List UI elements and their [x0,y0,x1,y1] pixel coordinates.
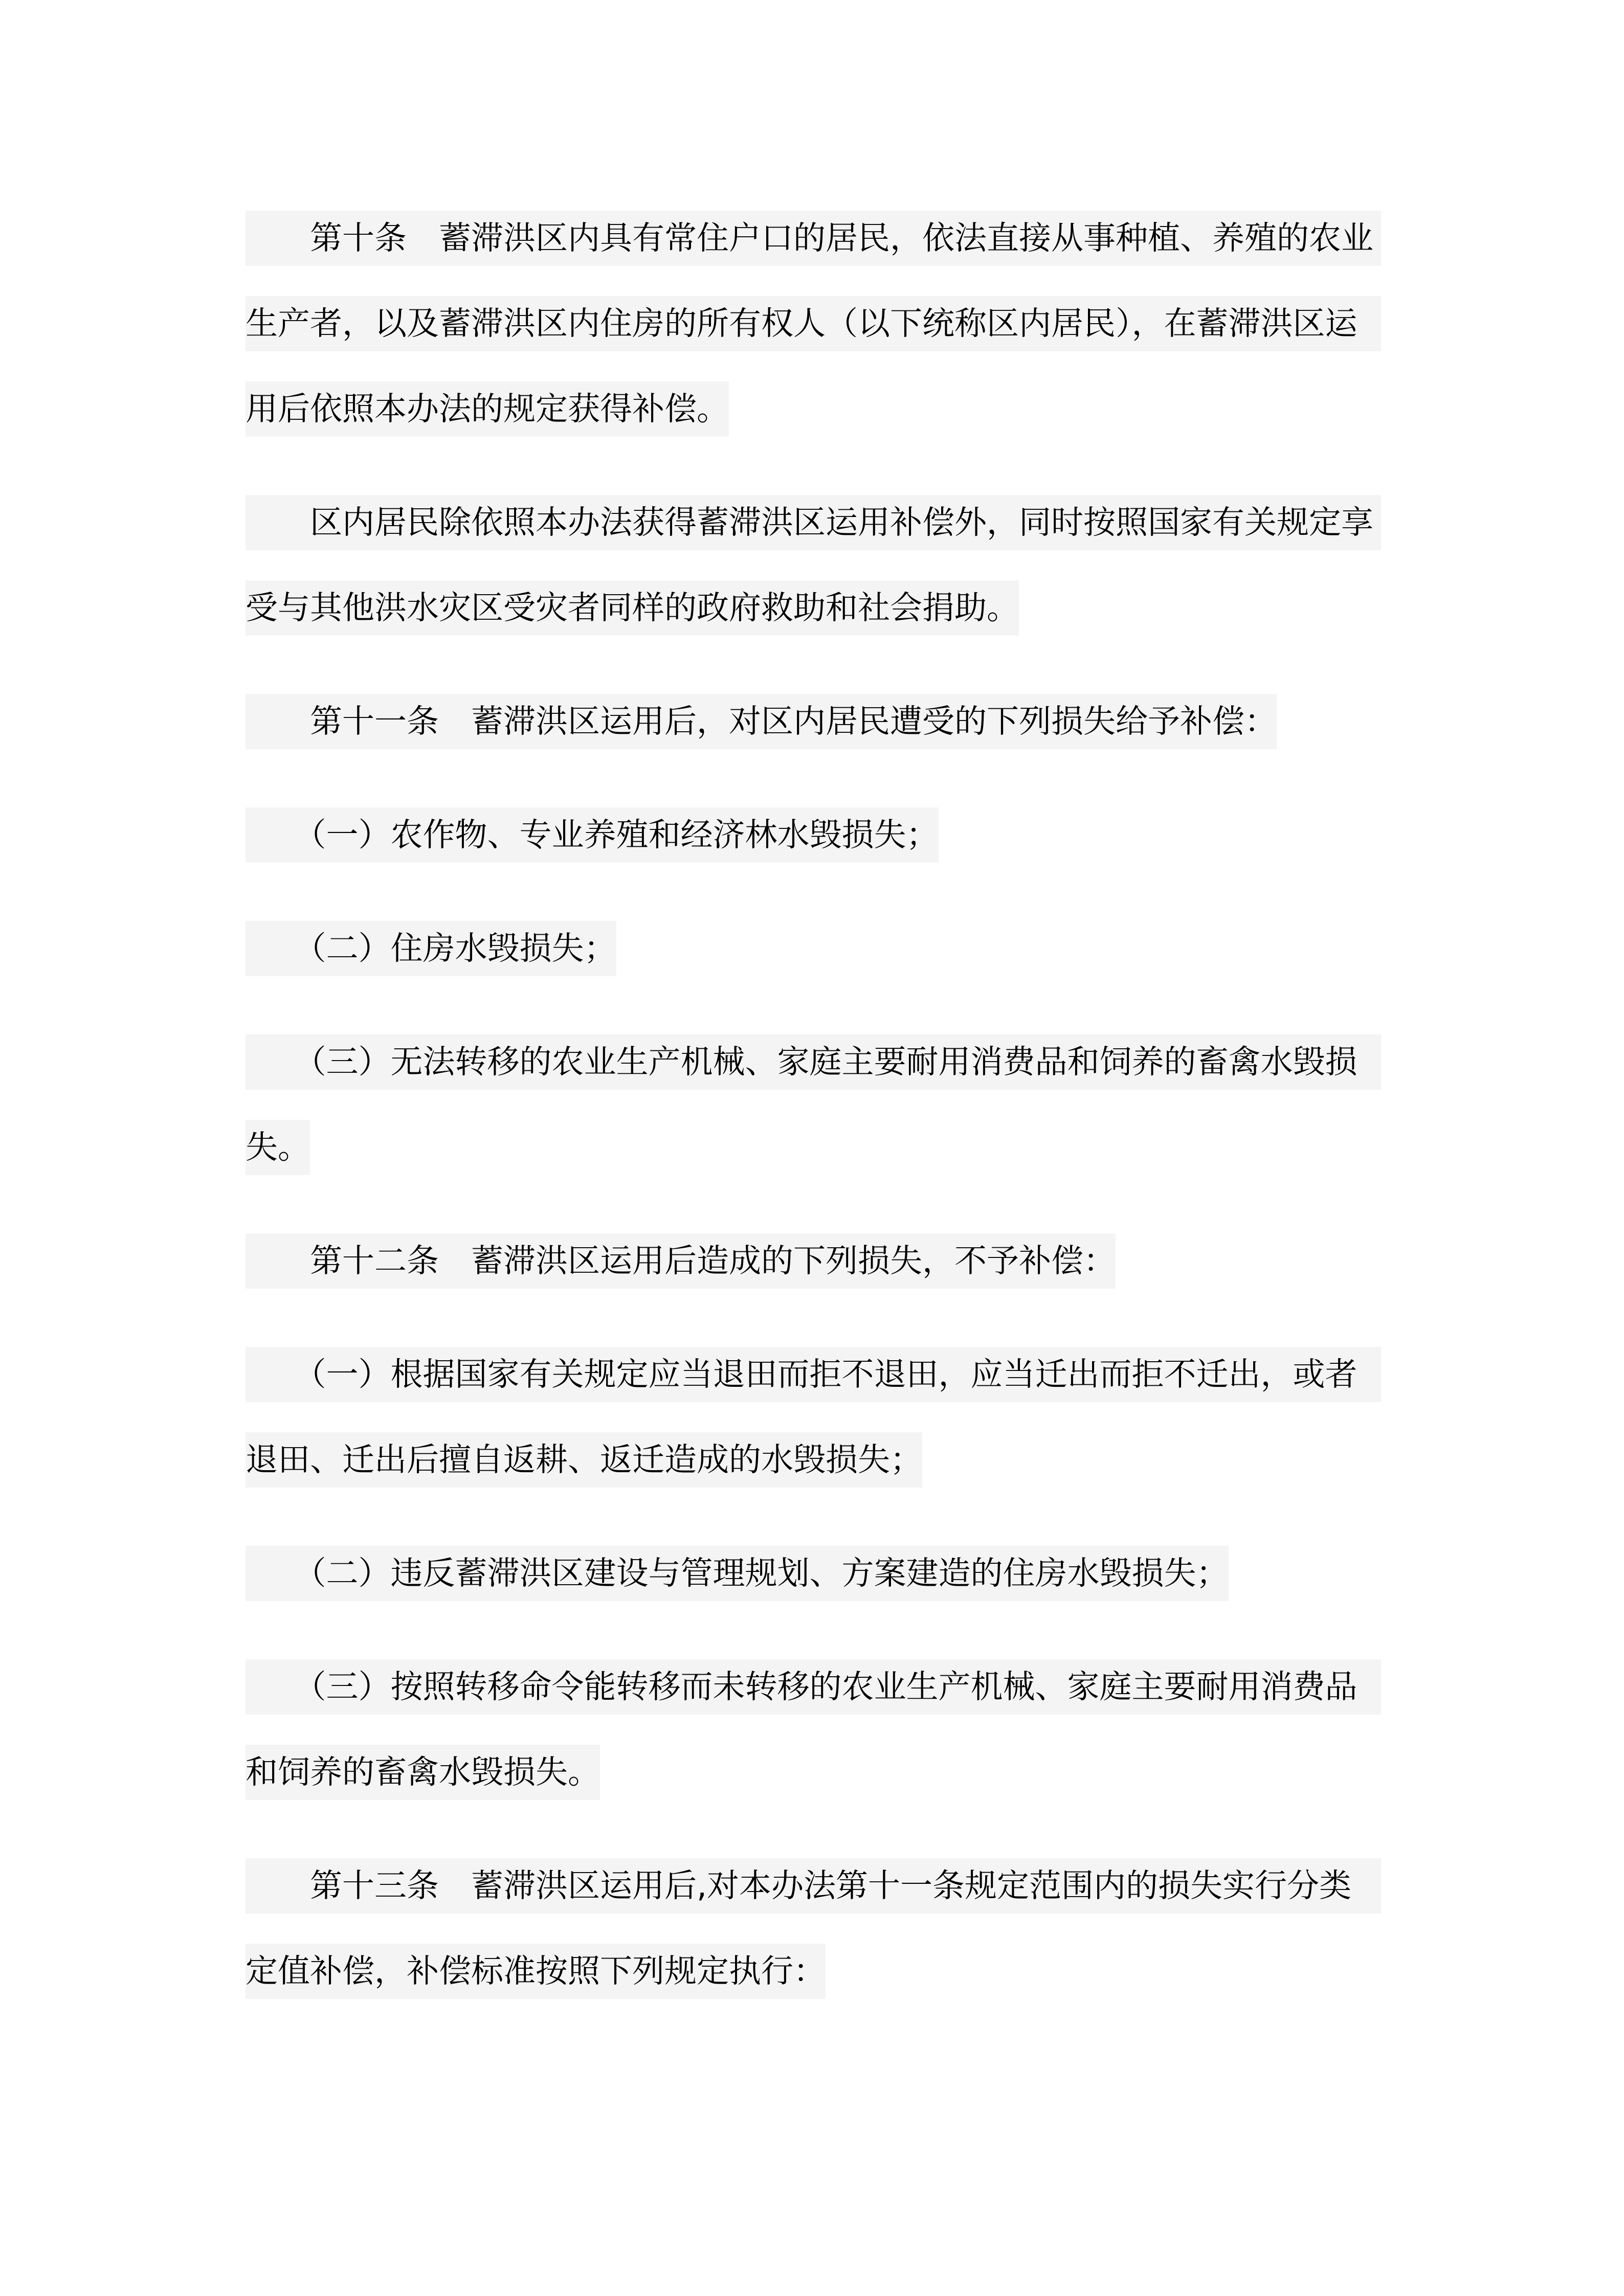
text-line [246,1233,1401,1319]
highlighted-text: 第十条 蓄滞洪区内具有常住户口的居民，依法直接从事种植、养殖的农业 [246,211,1381,266]
highlighted-text: 定值补偿，补偿标准按照下列规定执行： [246,1944,826,1999]
text-line [246,1944,1401,2029]
highlighted-text: 区内居民除依照本办法获得蓄滞洪区运用补偿外，同时按照国家有关规定享 [246,495,1381,550]
text-line [246,1858,1401,1944]
paragraph [246,1347,1401,1518]
text-line [246,1432,1401,1518]
highlighted-text: 生产者，以及蓄滞洪区内住房的所有权人（以下统称区内居民），在蓄滞洪区运 [246,296,1381,351]
text-line [246,1034,1401,1120]
highlighted-text: 退田、迁出后擅自返耕、返迁造成的水毁损失； [246,1432,922,1488]
text-line [246,381,1401,467]
document-body [246,211,1401,2029]
paragraph [246,495,1401,666]
highlighted-text: 受与其他洪水灾区受灾者同样的政府救助和社会捐助。 [246,580,1019,636]
text-line [246,1659,1401,1745]
paragraph [246,1659,1401,1830]
text-line [246,807,1401,893]
paragraph [246,1233,1401,1319]
highlighted-text: 和饲养的畜禽水毁损失。 [246,1745,600,1800]
text-line [246,211,1401,296]
highlighted-text: （二）住房水毁损失； [246,921,616,976]
text-line [246,296,1401,381]
text-line [246,580,1401,666]
highlighted-text: 第十一条 蓄滞洪区运用后，对区内居民遭受的下列损失给予补偿： [246,694,1277,749]
paragraph [246,211,1401,467]
text-line [246,694,1401,779]
highlighted-text: 第十三条 蓄滞洪区运用后,对本办法第十一条规定范围内的损失实行分类 [246,1858,1381,1914]
text-line [246,1120,1401,1205]
text-line [246,1745,1401,1830]
highlighted-text: 失。 [246,1120,310,1175]
highlighted-text: （三）无法转移的农业生产机械、家庭主要耐用消费品和饲养的畜禽水毁损 [246,1034,1381,1090]
highlighted-text: 用后依照本办法的规定获得补偿。 [246,381,729,437]
paragraph [246,807,1401,893]
paragraph [246,921,1401,1006]
highlighted-text: （一）农作物、专业养殖和经济林水毁损失； [246,807,939,863]
highlighted-text: （二）违反蓄滞洪区建设与管理规划、方案建造的住房水毁损失； [246,1546,1229,1601]
paragraph [246,1546,1401,1631]
highlighted-text: （一）根据国家有关规定应当退田而拒不退田，应当迁出而拒不迁出，或者 [246,1347,1381,1402]
paragraph [246,1034,1401,1205]
highlighted-text: 第十二条 蓄滞洪区运用后造成的下列损失，不予补偿： [246,1233,1116,1289]
text-line [246,495,1401,580]
paragraph [246,1858,1401,2029]
text-line [246,921,1401,1006]
highlighted-text: （三）按照转移命令能转移而未转移的农业生产机械、家庭主要耐用消费品 [246,1659,1381,1715]
text-line [246,1347,1401,1432]
text-line [246,1546,1401,1631]
paragraph [246,694,1401,779]
